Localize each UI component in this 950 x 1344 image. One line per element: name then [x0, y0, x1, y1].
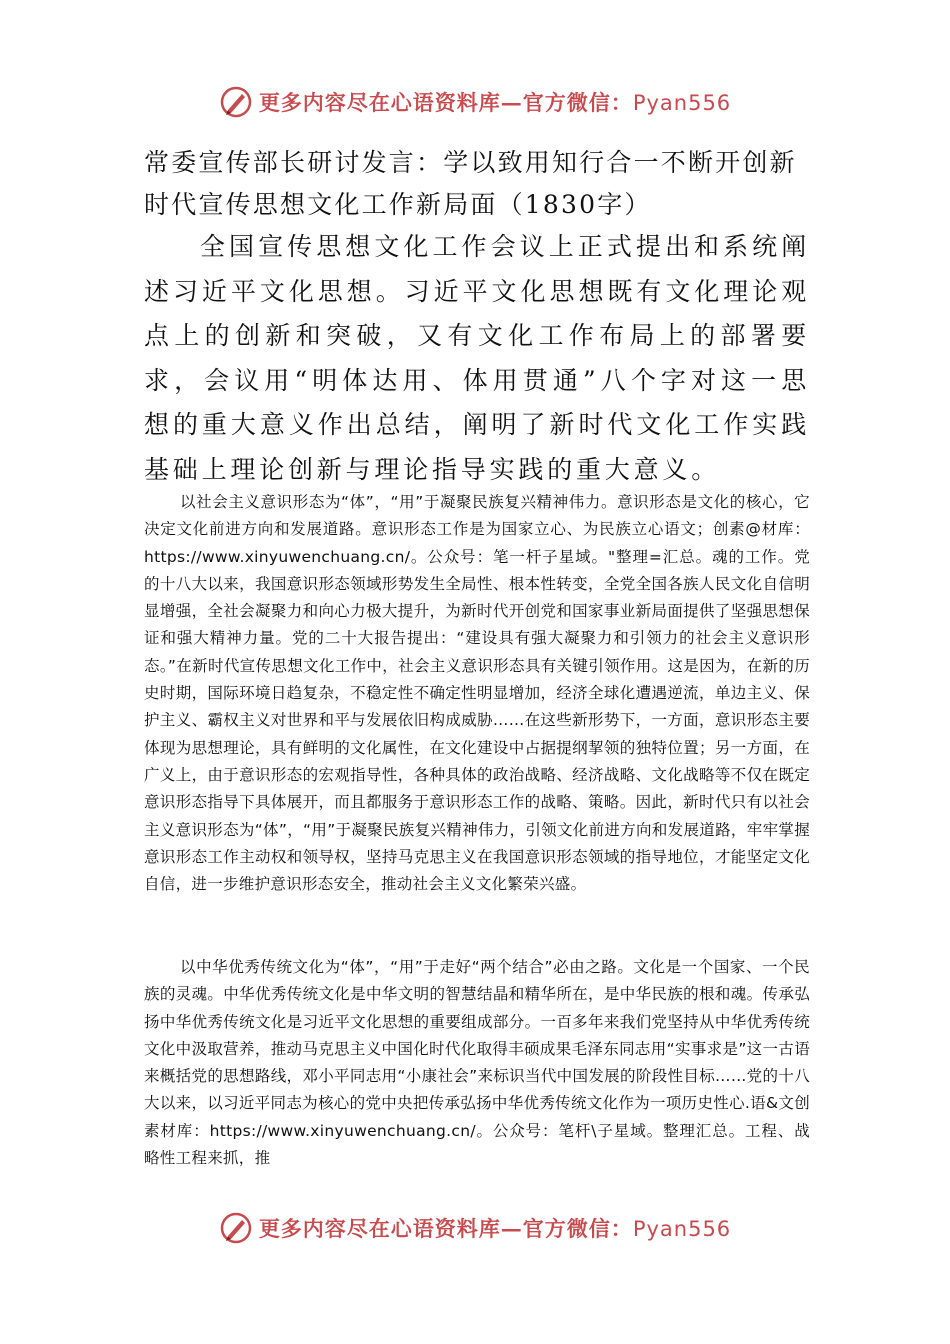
document-title: 常委宣传部长研讨发言：学以致用知行合一不断开创新时代宣传思想文化工作新局面（1830字） [144, 148, 797, 219]
footer-banner [0, 1206, 950, 1250]
pen-logo-icon [219, 1211, 253, 1245]
banner-text: 更多内容尽在心语资料库—官方微信：Pyan556 [258, 90, 732, 115]
lead-paragraph: 全国宣传思想文化工作会议上正式提出和系统阐述习近平文化思想。习近平文化思想既有文化理论观点上的创新和突破，又有文化工作布局上的部署要求，会议用“明体达用、体用贯通”八个字对这一思想的重大意义作出总结，阐明了新时代文化工作实践基础上理论创新与理论指导实践的重大意义。 [144, 232, 810, 484]
body-paragraph: 以中华优秀传统文化为“体”，“用”于走好“两个结合”必由之路。文化是一个国家、一个民族的灵魂。中华优秀传统文化是中华文明的智慧结晶和精华所在，是中华民族的根和魂。传承弘扬中华优秀传统文化是习近平文化思想的重要组成部分。一百多年来我们党坚持从中华优秀传统文化中汲取营养，推动马克思主义中国化时代化取得丰硕成果毛泽东同志用“实事求是”这一古语来概括党的思想路线，邓小平同志用“小康社会”来标识当代中国发展的阶段性目标……党的十八大以来，以习近平同志为核心的党中央把传承弘扬中华优秀传统文化作为一项历史性心.语&文创素材库：https://www.xinyuwenchuang.cn/。公众号：笔杆\子星域。整理汇总。工程、战略性工程来抓，推 [144, 958, 810, 1168]
header-banner [0, 80, 950, 124]
banner-text: 更多内容尽在心语资料库—官方微信：Pyan556 [258, 1216, 732, 1241]
body-paragraph: 以社会主义意识形态为“体”，“用”于凝聚民族复兴精神伟力。意识形态是文化的核心，它决定文化前进方向和发展道路。意识形态工作是为国家立心、为民族立心语文；创素@材库：https://www.xinyuwenchuang.cn/。公众号：笔一杆子星域。"整理=汇总。魂的工作。党的十八大以来，我国意识形态领域形势发生全局性、根本性转变，全党全国各族人民文化自信明显增强，全社会凝聚力和向心力极大提升，为新时代开创党和国家事业新局面提供了坚强思想保证和强大精神力量。党的二十大报告提出：“建设具有强大凝聚力和引领力的社会主义意识形态。”在新时代宣传思想文化工作中，社会主义意识形态具有关键引领作用。这是因为，在新的历史时期，国际环境日趋复杂，不稳定性不确定性明显增加，经济全球化遭遇逆流，单边主义、保护主义、霸权主义对世界和平与发展依旧构成威胁……在这些新形势下，一方面，意识形态主要体现为思想理论，具有鲜明的文化属性，在文化建设中占据提纲挈领的独特位置；另一方面，在广义上，由于意识形态的宏观指导性，各种具体的政治战略、经济战略、文化战略等不仅在既定意识形态指导下具体展开，而且都服务于意识形态工作的战略、策略。因此，新时代只有以社会主义意识形态为“体”，“用”于凝聚民族复兴精神伟力，引领文化前进方向和发展道路，牢牢掌握意识形态工作主动权和领导权，坚持马克思主义在我国意识形态领域的指导地位，才能坚定文化自信，进一步维护意识形态安全，推动社会主义文化繁荣兴盛。 [144, 493, 810, 894]
wechat-id: Pyan556 [632, 1217, 732, 1241]
pen-logo-icon [219, 85, 253, 119]
wechat-id: Pyan556 [632, 91, 732, 115]
